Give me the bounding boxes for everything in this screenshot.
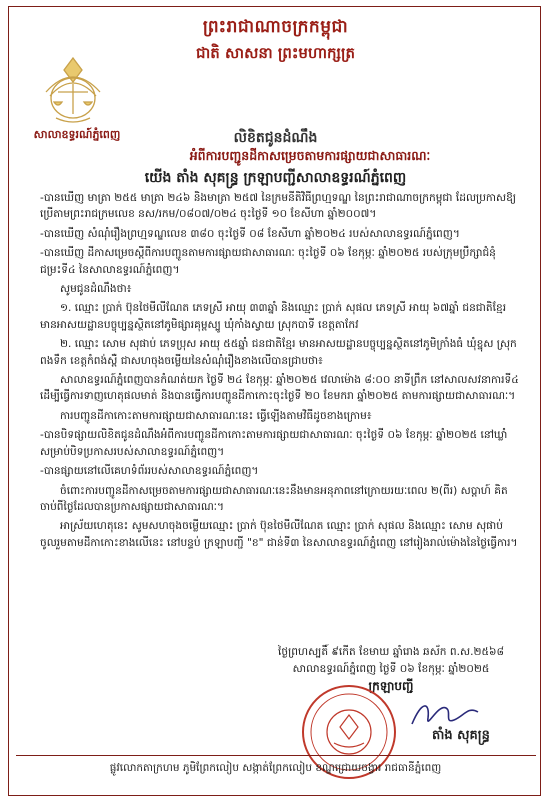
paragraph: -បានឃើញ មាត្រា ២៥៥ មាត្រា ២៤៦ និងមាត្រា ២៥៧ នៃក្រមនីតិវិធីព្រហ្មទណ្ឌ នៃព្រះរាជាណាចក្រកម្ពុជា ដែលប្រកាសឱ្យប្រើតាមព្រះរាជក្រមលេខ នស/រកម/០៨០៧/០២៤ ចុះថ្ងៃទី ១០ ខែសីហា ឆ្នាំ២០០៧។ [40, 192, 516, 221]
place-date: សាលាឧទ្ធរណ៍ភ្នំពេញ ថ្ងៃទី ០៦ ខែកុម្ភៈ ឆ្នាំ២០២៥ [292, 663, 490, 675]
paragraph: -បានបិទផ្សាយលិខិតជូនដំណឹងអំពីការបញ្ជូនដីកាកោះតាមការផ្សាយជាសាធារណៈ ចុះថ្ងៃទី ០៦ ខែកុម្ភៈ ឆ្នាំ២០២៥ នៅឃ្លាំសម្រាប់បិទប្រកាសរបស់សាលាឧទ្ធរណ៍ភ្នំពេញ។ [40, 429, 508, 458]
paragraph: សាលាឧទ្ធរណ៍ភ្នំពេញបានកំណត់យក ថ្ងៃទី ២៤ ខែកុម្ភៈ ឆ្នាំ២០២៥ វេលាម៉ោង ៨:០០ នាទីព្រឹក នៅសាលសវនាការទី៤ ដើម្បីធ្វើការទាញហេតុផលមាត់ និងបានធ្វើការបញ្ជូនដីកាកោះចុះថ្ងៃទី ២០ ខែមករា ឆ្នាំ២០២៥ តាមការផ្សាយជាសាធារណៈ។ [40, 374, 519, 403]
paragraph: ចំពោះការបញ្ជូនដីកាសម្រេចតាមការផ្សាយជាសាធារណៈនេះនឹងមានអនុភាពនៅក្រោយរយៈពេល ២(ពីរ) សប្តាហ៍ គិតចាប់ពីថ្ងៃដែលបានប្រកាសផ្សាយជាសាធារណៈ។ [40, 484, 508, 513]
document-body [40, 190, 520, 554]
signer-name: តាំង សុគន្ធ្រ [432, 728, 490, 743]
issuer-line: យើង តាំង សុគន្ធ្រ ក្រឡាបញ្ជីសាលាឧទ្ធរណ៍ភ្នំពេញ [144, 170, 407, 186]
court-name: សាលាឧទ្ធរណ៍ភ្នំពេញ [33, 128, 121, 141]
paragraph: ២. ឈ្មោះ សោម សុផាប់ ភេទប្រុស អាយុ ៥៥ឆ្នាំ ជនជាតិខ្មែរ មានអាសយដ្ឋានបច្ចុប្បន្នស្ថិតនៅភូមិក្រាំងធំ ឃុំខ្នុស ស្រុកពងទឹក ខេត្តកំពង់ស្ពឺ ជាសហចុងចម្លើយនៃសំណុំរឿងខាងលើបានជ្រាបថា៖ [40, 338, 517, 367]
paragraph: -បានឃើញ សំណុំរឿងព្រហ្មទណ្ឌលេខ ៣៨០ ចុះថ្ងៃទី ០៨ ខែសីហា ឆ្នាំ២០២៤ របស់សាលាឧទ្ធរណ៍ភ្នំពេញ។ [40, 227, 460, 240]
lunar-date: ថ្ងៃព្រហស្បតិ៍ ៩កើត ខែមាឃ ឆ្នាំរោង ឆស័ក ព.ស.២៥៦៨ [278, 646, 504, 658]
paragraph: ការបញ្ជូនដីកាកោះតាមការផ្សាយជាសាធារណៈនេះ ធ្វើឡើងតាមវិធីដូចខាងក្រោម៖ [60, 409, 372, 422]
paragraph: ១. ឈ្មោះ ប្រាក់ ប៊ុនថៃមីលីណែត ភេទស្រី អាយុ ៣៣ឆ្នាំ និងឈ្មោះ ប្រាក់ សុផល ភេទស្រី អាយុ ៦៧ឆ្នាំ ជនជាតិខ្មែរ មានអាសយដ្ឋានបច្ចុប្បន្នស្ថិតនៅភូមិផ្សារគុម្ពស្បូ ឃុំកាំងស្វាយ ស្រុកបាទី ខេត្តតាកែវ [40, 302, 507, 331]
document-type-title: លិខិតជូនដំណឹង [233, 130, 318, 146]
paragraph: សូមជូនដំណឹងថា៖ [60, 283, 132, 296]
court-emblem-icon [36, 52, 110, 130]
signer-position: ក្រឡាបញ្ជី [368, 679, 414, 693]
paragraph: -បានផ្សាយនៅលើគេហទំព័ររបស់សាលាឧទ្ធរណ៍ភ្នំពេញ។ [40, 465, 259, 478]
paragraph: អាស្រ័យហេតុនេះ សូមសហចុងចម្លើយឈ្មោះ ប្រាក់ ប៊ុនថៃមីលីណែត ឈ្មោះ ប្រាក់ សុផល និងឈ្មោះ សោម សុផាប់ ចូលរួមតាមដីកាកោះខាងលើនេះ នៅបន្ទប់ ក្រឡាបញ្ជី "ខ" ជាន់ទី៣ នៃសាលាឧទ្ធរណ៍ភ្នំពេញ នៅរៀងរាល់ម៉ោងនៃថ្ងៃធ្វើការ។ [40, 520, 518, 549]
document-subject: អំពីការបញ្ជូនដីកាសម្រេចតាមការផ្សាយជាសាធារណៈ [189, 148, 431, 163]
paragraph: -បានឃើញ ដីកាសម្រេចស្តីពីការបញ្ជូនតាមការផ្សាយជាសាធារណៈ ចុះថ្ងៃទី ០៦ ខែកុម្ភៈ ឆ្នាំ២០២៥ របស់ក្រុមប្រឹក្សាជំនុំជម្រះទី៤ នៃសាលាឧទ្ធរណ៍ភ្នំពេញ។ [40, 247, 496, 276]
footer-address: ផ្លូវលោកតាក្រហម ភូមិព្រែកលៀប សង្កាត់ព្រែកលៀប ខណ្ឌជ្រោយចង្វារ រាជធានីភ្នំពេញ [109, 762, 442, 774]
footer-divider [16, 755, 536, 756]
national-motto: ជាតិ សាសនា ព្រះមហាក្សត្រ [196, 44, 355, 62]
kingdom-heading: ព្រះរាជាណាចក្រកម្ពុជា [202, 17, 349, 37]
